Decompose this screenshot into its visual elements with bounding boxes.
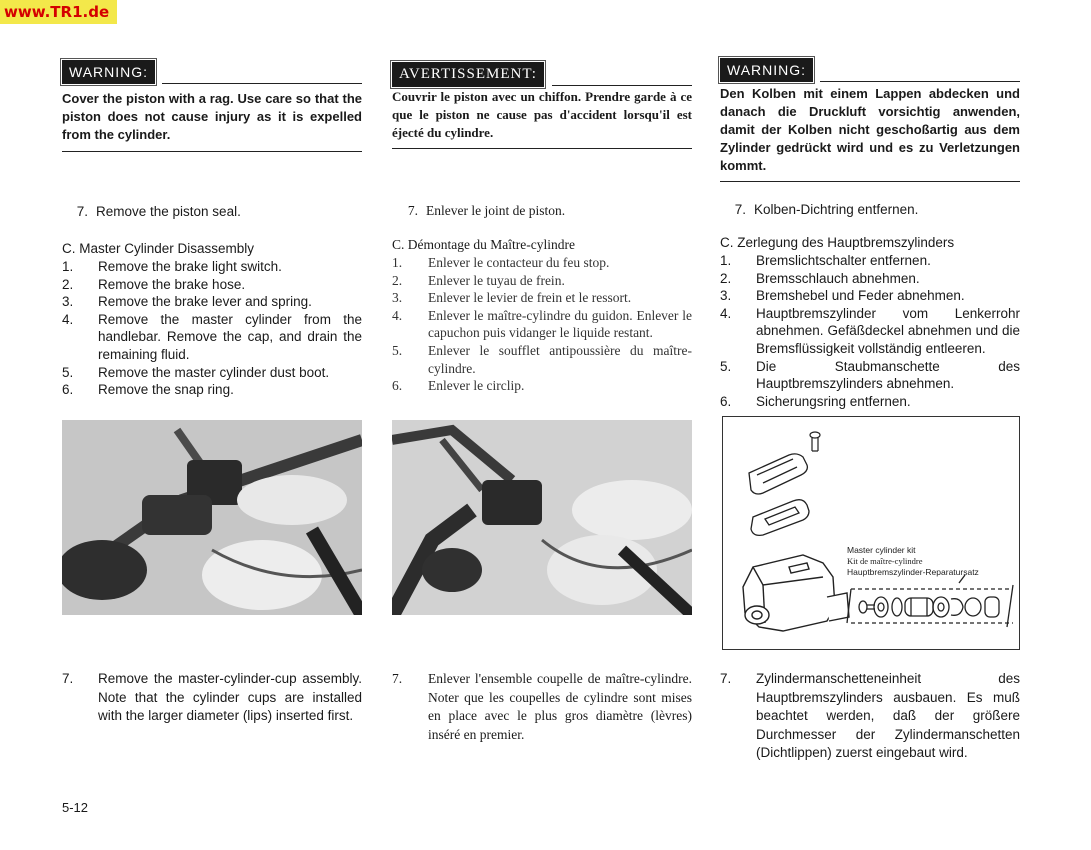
- list-item: 6. Enlever le circlip.: [392, 378, 525, 394]
- list-item: 3. Remove the brake lever and spring.: [62, 294, 312, 310]
- warning-label: WARNING:: [720, 58, 813, 82]
- list-item: 3. Enlever le levier de frein et le ressort.: [392, 290, 632, 306]
- list-item: 5. Die Staubmanschette des Hauptbremszylinders abnehmen.: [720, 358, 1020, 392]
- section-heading: C. Zerlegung des Hauptbremszylinders: [720, 235, 955, 250]
- step-number: 7.: [407, 203, 418, 218]
- warning-label: WARNING:: [62, 60, 155, 84]
- reservoir-cap-icon: [749, 454, 807, 494]
- step-remove-piston-seal: [62, 203, 362, 221]
- step-number: 7.: [392, 671, 403, 686]
- list-item: 2. Bremsschlauch abnehmen.: [720, 270, 920, 286]
- step-remove-piston-seal: [720, 201, 1020, 219]
- step-text: Kolben-Dichtring entfernen.: [754, 202, 919, 217]
- step-remove-piston-seal: [392, 202, 692, 220]
- list-item: 4. Hauptbremszylinder vom Lenkerrohr abnehmen. Gefäßdeckel abnehmen und die Bremsflüssigkeit vollständig entleeren.: [720, 305, 1020, 356]
- step-number: 7.: [734, 202, 746, 217]
- list-item: 2. Remove the brake hose.: [62, 276, 246, 292]
- diagram-label-english: Master cylinder kit: [847, 545, 916, 555]
- master-cylinder-kit-diagram: [722, 416, 1020, 650]
- step-text: Remove the piston seal.: [96, 204, 241, 219]
- list-item: 6. Remove the snap ring.: [62, 382, 234, 398]
- step-number: 7.: [720, 671, 732, 686]
- warning-divider: [62, 151, 362, 152]
- list-item: 1. Enlever le contacteur du feu stop.: [392, 255, 610, 270]
- master-cylinder-photo: [62, 420, 362, 615]
- piston-cup-assembly-icon: [847, 575, 1013, 627]
- disassembly-steps: [392, 254, 692, 395]
- list-item: 5. Enlever le soufflet antipoussière du maître-cylindre.: [392, 342, 692, 376]
- step-number: 7.: [76, 204, 88, 219]
- warning-divider: [720, 181, 1020, 182]
- diaphragm-icon: [751, 500, 809, 536]
- step-remove-cup-assembly: [720, 670, 1020, 763]
- list-item: 1. Remove the brake light switch.: [62, 259, 282, 274]
- section-heading: C. Master Cylinder Disassembly: [62, 241, 255, 256]
- list-item: 3. Bremshebel und Feder abnehmen.: [720, 288, 965, 304]
- step-text: Zylindermanschetteneinheit des Hauptbremszylinders ausbauen. Es muß beachtet werden, daß der größere Durchmesser der Zylindermanschetten (Dichtlippen) zuerst eingebaut wird.: [756, 671, 1020, 760]
- list-item: 4. Remove the master cylinder from the handlebar. Remove the cap, and drain the remaining fluid.: [62, 311, 362, 362]
- list-item: 5. Remove the master cylinder dust boot.: [62, 364, 330, 380]
- warning-header: [392, 62, 692, 86]
- diagram-label-french: Kit de maître-cylindre: [847, 556, 923, 566]
- warning-rule: [162, 83, 362, 84]
- warning-header: [62, 60, 362, 84]
- warning-text: Couvrir le piston avec un chiffon. Prendre garde à ce que le piston ne cause pas d'accident lorsqu'il est éjecté du cylindre.: [392, 89, 692, 140]
- warning-text: Den Kolben mit einem Lappen abdecken und danach die Druckluft vorsichtig anwenden, damit der Kolben nicht geschoßartig aus dem Zylinder gedrückt wird und es zu Verletzungen kommt.: [720, 86, 1020, 173]
- list-item: 6. Sicherungsring entfernen.: [720, 393, 911, 409]
- step-remove-cup-assembly: [62, 670, 362, 726]
- list-item: 2. Enlever le tuyau de frein.: [392, 272, 565, 288]
- warning-header: [720, 58, 1020, 82]
- master-cylinder-photo: [392, 420, 692, 615]
- warning-text: Cover the piston with a rag. Use care so that the piston does not cause injury as it is expelled from the cylinder.: [62, 91, 362, 142]
- step-text: Enlever le joint de piston.: [426, 203, 566, 218]
- step-text: Enlever l'ensemble coupelle de maître-cylindre. Noter que les coupelles de cylindre sont mises en place avec le plus gros diamètre (lèvres) inséré en premier.: [428, 671, 692, 742]
- warning-rule: [552, 85, 692, 86]
- warning-label: AVERTISSEMENT:: [392, 62, 544, 87]
- step-text: Remove the master-cylinder-cup assembly. Note that the cylinder cups are installed with the larger diameter (lips) inserted first.: [98, 671, 362, 723]
- screw-icon: [810, 432, 820, 451]
- site-logo[interactable]: www.TR1.de: [0, 0, 117, 24]
- page-number: 5-12: [62, 800, 89, 815]
- disassembly-steps: [720, 252, 1020, 410]
- step-remove-cup-assembly: [392, 670, 692, 744]
- master-cylinder-body-icon: [743, 555, 849, 631]
- step-number: 7.: [62, 671, 74, 686]
- warning-divider: [392, 148, 692, 149]
- list-item: 1. Bremslichtschalter entfernen.: [720, 253, 931, 268]
- section-heading: C. Démontage du Maître-cylindre: [392, 237, 575, 252]
- warning-rule: [820, 81, 1020, 82]
- list-item: 4. Enlever le maître-cylindre du guidon. Enlever le capuchon puis vidanger le liquide restant.: [392, 307, 692, 341]
- diagram-label-german: Hauptbremszylinder-Reparatursatz: [847, 567, 979, 577]
- disassembly-steps: [62, 258, 362, 399]
